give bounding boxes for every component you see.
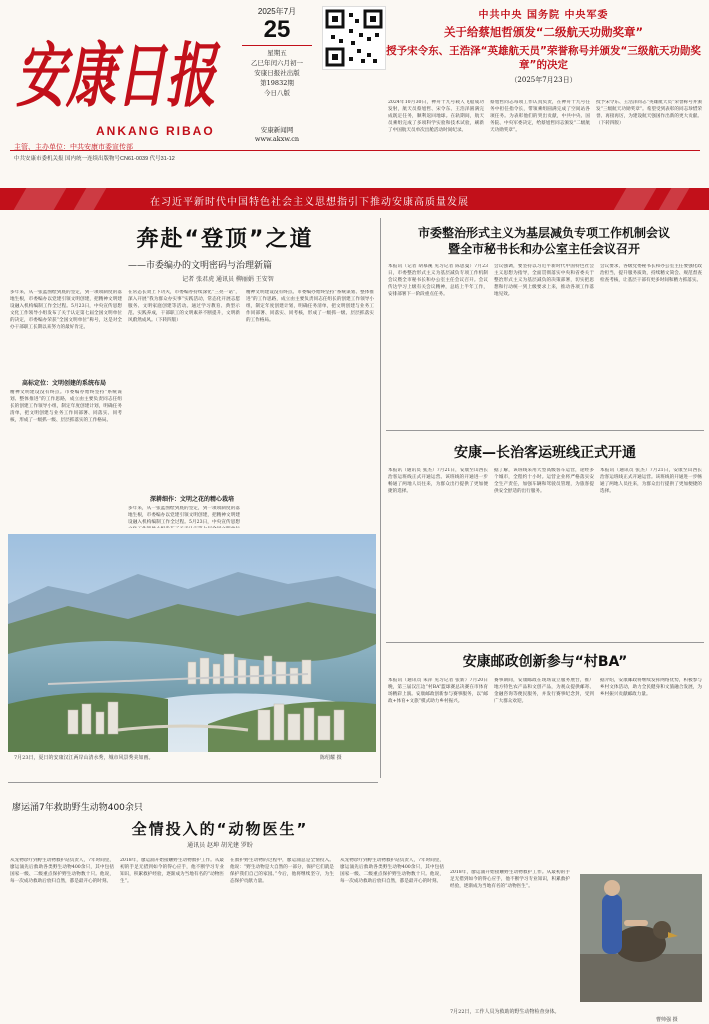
masthead-footer: 中共安康市委机关报 国内统一连续出版物号CN61-0039 代号31-12 [14,156,175,162]
lower-col-4: 从宠物诊疗到野生动物救护站负责人，7年时间里，廖运涌先后救助各类野生动物400余只，其中包括国家一级、二级重点保护野生动物数十只。他说，每一次成功救助后放归自然，都是最开心的时刻。 [340,858,444,884]
main-col-2b: 多年来，从一张蓝图绘到底的坚定，到一项项制度的落地生根，市委编办以党建引领文明创建，把精神文明建设融入机构编制工作全过程。5月23日，中央宣传思想 [128,506,240,525]
issue-pages: 今日八版 [264,89,290,97]
site-info [232,126,322,144]
main-subtitle: ——市委编办的文明密码与治理新篇 [128,261,273,271]
lower-col-3: 在救护野生动物的过程中，廖运涌总是全情投入。他说：“野生动物是大自然的一部分，保护它们就是保护我们自己的家园。”今后，他将继续坚守，为生态保护贡献力量。 [230,858,334,884]
lower-col-2: 2018年，廖运涌开始接触野生动物救护工作。从最初的手足无措到如今的得心应手，他不断学习专业知识，积累救护经验，逐渐成为当地有名的“动物医生”。 [120,858,224,884]
right-story2-body-2: 据了解，该班线采用大型高级客车运营，途经多个城市，全程约十小时。运营企业将严格落实安全生产责任，加强车辆和驾驶员管理，为旅客提供安全舒适的出行服务。 [494,468,594,494]
main-col-2: 在常态长效上下功夫，市委编办持续深化“三亮一诺”，深入开展“我为群众办实事”实践活动，常态化开展志愿服务、文明家庭创建等活动。通过学习教育、典型示范、实践养成，干部职工的文明素养不断提升，文明新风蔚然成风。（下转四版） [128,290,240,323]
right-story3-headline[interactable]: 安康邮政创新参与“村BA” [462,654,628,670]
main-subhead-1: 高标定位：文明创建的系统布局 [22,380,107,387]
photo1-caption: 7月23日，夏日的安康汉江两岸山清水秀，城市风景秀美如画。 [14,755,154,761]
right-story3-body-1: 本报讯（通讯员 朱萍 见习记者 张新）7月20日晚，第三届汉江边“村BA”篮球赛总决赛在市体育场精彩上演。安康邮政创新参与赛事服务，以“邮政+体育+文旅”模式助力乡村振兴。 [388,678,488,704]
right-story3-body-2: 赛事期间，安康邮政在现场设立服务展台，推广地方特色农产品和文创产品，为观众提供邮寄、金融咨询等便民服务，并发行赛事纪念封，受到广大群众欢迎。 [494,678,594,704]
main-byline: 记者 张君虎 通讯员 柳丽娟 王安智 [182,276,274,283]
top-right-body-1: 2024年10月30日，神舟十九号载人飞船成功发射，航天员蔡旭哲、宋令东、王浩泽圆满完成既定任务，顺利返回地球。在轨期间，航天员乘组完成了多项科学实验和技术试验，刷新了中国航天员单次出舱活动时间纪录。 [388,100,484,133]
site-url[interactable]: www.akxw.cn [254,135,300,143]
top-right-headline-2[interactable]: 授予宋令东、王浩泽“英雄航天员”荣誉称号并颁发“三级航天功勋奖章”的决定 [386,45,701,71]
right-story1-headline-line1: 市委整治形式主义为基层减负专项工作机制会议 [417,226,670,240]
right-story3-body-3: 据介绍，安康邮政将继续发挥网络优势，积极参与乡村文体活动，助力全民健身和文旅融合发展，为乡村振兴贡献邮政力量。 [600,678,702,697]
issue-number: 第19832期 [260,79,294,87]
banner-text: 在习近平新时代中国特色社会主义思想指引下推动安康高质量发展 [150,197,469,208]
top-right-body-2: 蔡旭哲同志每项工作认真负责，在神舟十九号任务中担任指令长，带领乘组圆满完成了空间站各项任务。为表彰他们的突出贡献，中共中央、国务院、中央军委决定，给蔡旭哲同志颁发“二级航天功勋奖章”。 [490,100,590,133]
main-col-1b: 精神文明建设没有终点。市委编办始终坚持“系统谋划、整体推进”的工作思路，成立由主要负责同志任组长的创建工作领导小组，制定年度创建计划，明确任务清单，把文明创建与业务工作同部署、同落实、同考核，形成了一级抓一级、层层抓落实的工作格局。 [10,390,122,423]
right-story1-body-1: 本报讯（记者 胡慕溪 见习记者 陈思曼）7月23日，市委整治形式主义为基层减负专项工作机制会议暨全市秘书长和办公室主任会议召开。会议传达学习上级有关会议精神，总结上半年工作，安排部署下一阶段重点任务。 [388,264,488,297]
right-story2-body-3: 本报讯（通讯员 张杰）7月21日，安康至山西长治客运班线正式开通运营。该班线的开通进一步畅通了两地人员往来，为群众出行提供了更加便捷的选择。 [600,468,702,494]
photo2-credit: 曹帅强 摄 [656,1017,678,1023]
issue-publisher: 安康日报社出版 [254,69,300,77]
logo-text: 安康日报 [16,34,221,117]
wildlife-photo[interactable] [580,874,702,1002]
top-right-kicker: 中共中央 国务院 中央军委 [478,10,609,21]
logo-pinyin: ANKANG RIBAO [96,124,215,138]
newspaper-logo [14,12,224,122]
main-col-3: 精神文明建设没有终点。市委编办始终坚持“系统谋划、整体推进”的工作思路，成立由主要负责同志任组长的创建工作领导小组，制定年度创建计划，明确任务清单，把文明创建与业务工作同部署、同落实、同考核，形成了一级抓一级、层层抓落实的工作格局。 [246,290,374,323]
photo2-caption: 7月22日，工作人员为救助的野生动物检查身体。 [450,1009,560,1015]
lower-col-5: 2018年，廖运涌开始接触野生动物救护工作。从最初的手足无措到如今的得心应手，他不断学习专业知识，积累救护经验，逐渐成为当地有名的“动物医生”。 [450,870,570,889]
issue-lunar: 乙巳年闰六月初一 [251,59,303,67]
right-story1-body-2: 会议强调，要坚持以习近平新时代中国特色社会主义思想为指导，全面贯彻落实中央和省委关于整治形式主义为基层减负的决策部署，切实把思想和行动统一到上级要求上来，推动各项工作落地见效。 [494,264,594,297]
main-col-1a: 多年来，从一张蓝图绘到底的坚定，到一项项制度的落地生根，市委编办以党建引领文明创建，把精神文明建设融入机构编制工作全过程。5月23日，中央宣传思想文化工作领导小组发布了关于认定第七届全国文明单位的决定，市委编办荣获“全国文明单位”称号，这是对全办干部职工长期以来努力的最好肯定。 [10,290,122,330]
right-story1-headline[interactable] [384,225,704,257]
issue-weekday: 星期五 [267,49,287,57]
city-river-photo[interactable] [8,534,376,752]
issue-year-month: 2025年7月 [257,7,297,16]
lower-col-1: 从宠物诊疗到野生动物救护站负责人，7年时间里，廖运涌先后救助各类野生动物400余只，其中包括国家一级、二级重点保护野生动物数十只。他说，每一次成功救助后放归自然，都是最开心的时刻。 [10,858,114,884]
right-story1-body-3: 会议要求，各级党委秘书长和办公室主任要强化政治担当，提升服务质效，持续精文简会、规范督查检查考核，让基层干部有更多时间和精力抓落实。 [600,264,702,283]
top-right-body-3: 授予宋令东、王浩泽同志“英雄航天员”荣誉称号并颁发“三级航天功勋奖章”。希望受到表彰的同志珍惜荣誉、再接再厉，为建设航天强国作出新的更大贡献。（下转四版） [596,100,702,126]
lower-headline[interactable]: 全情投入的“动物医生” [131,820,309,838]
issue-day: 25 [263,16,291,43]
right-story2-headline[interactable]: 安康—长治客运班线正式开通 [454,445,636,461]
qr-code-icon[interactable] [322,6,386,70]
main-headline[interactable]: 奔赴“登顶”之道 [136,227,314,252]
logo-slogan: 主管、主办单位：中共安康市委宣传部 [14,144,133,151]
issue-box [242,6,312,98]
lower-kicker: 廖运涌7年救助野生动物400余只 [12,803,143,813]
right-story1-headline-line2: 暨全市秘书长和办公室主任会议召开 [447,242,640,256]
top-right-story [386,6,701,85]
top-right-headline-1[interactable]: 关于给蔡旭哲颁发“二级航天功勋奖章” [443,25,644,39]
site-name: 安康新闻网 [260,126,294,134]
photo1-credit: 陈绍耀 摄 [320,755,342,761]
top-right-date: （2025年7月23日） [510,76,577,84]
lower-byline: 通讯员 赵坤 胡光建 罗盼 [187,842,253,849]
theme-banner [0,188,709,210]
main-subhead-2: 深耕细作：文明之花的精心栽培 [150,496,235,503]
right-story2-body-1: 本报讯（通讯员 张杰）7月21日，安康至山西长治客运班线正式开通运营。该班线的开通进一步畅通了两地人员往来，为群众出行提供了更加便捷的选择。 [388,468,488,494]
